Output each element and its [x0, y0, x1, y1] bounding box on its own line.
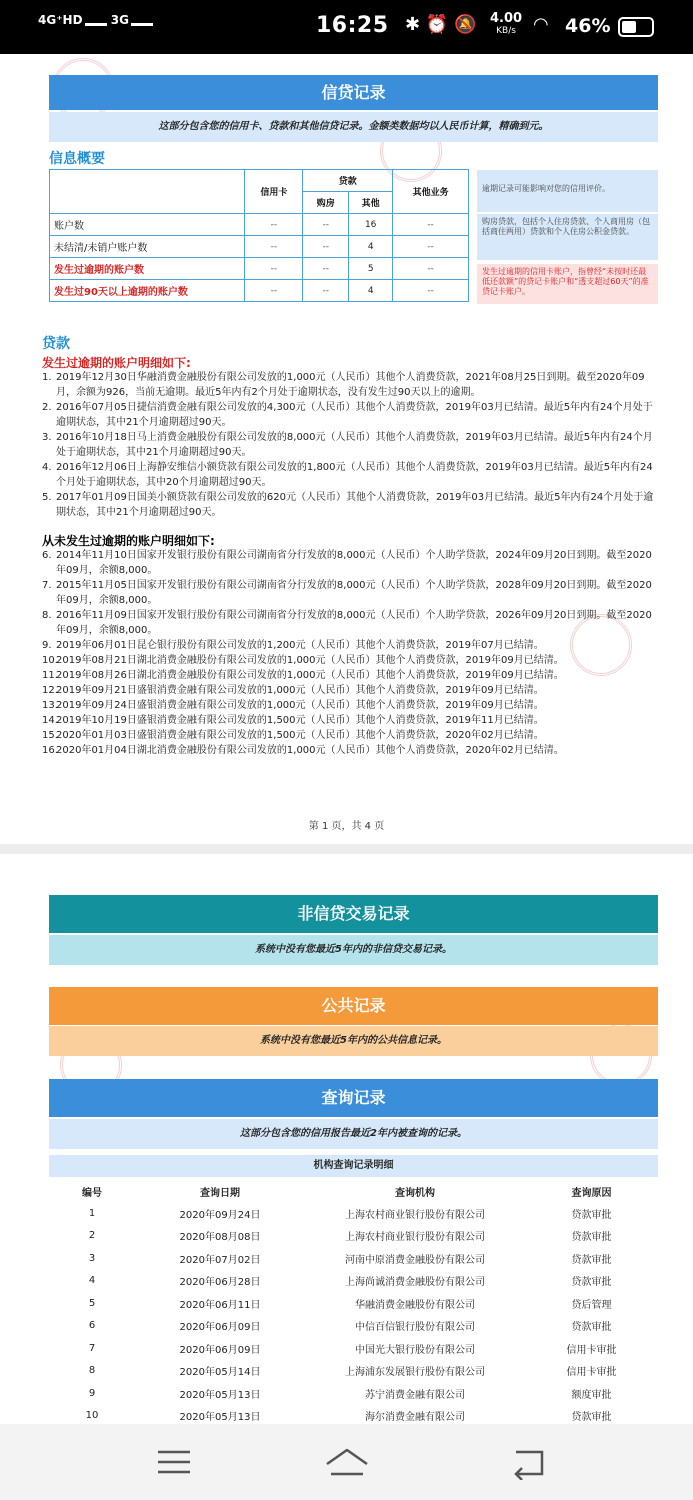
list-item-text: 2020年01月03日盛银消费金融有限公司发放的1,500元（人民币）其他个人消费贷款，2020年02月已结清。 — [56, 730, 544, 741]
summary-row-label: 未结清/未销户账户数 — [50, 236, 245, 258]
query-cell: 2020年05月13日 — [179, 1412, 261, 1424]
back-icon — [508, 1444, 548, 1480]
query-cell: 贷款审批 — [571, 1232, 612, 1244]
list-item-text: 2017年01月09日国美小额贷款有限公司发放的620元（人民币）其他个人消费贷款，2019年03月已结清。最近5年内有24个月处于逾期状态，其中21个月逾期超过90天。 — [56, 492, 654, 518]
list-item-text: 2014年11月10日国家开发银行股份有限公司湖南省分行发放的8,000元（人民币）个人助学贷款，2024年09月20日到期。截至2020年09月，余额8,000。 — [56, 550, 652, 576]
query-cell: 10 — [85, 1410, 99, 1422]
table-row — [49, 1247, 658, 1270]
list-item — [42, 743, 654, 758]
list-item — [42, 430, 654, 460]
summary-header-card: 信用卡 — [245, 170, 303, 214]
query-section-header — [49, 1079, 658, 1117]
bluetooth-icon: ✱ — [405, 14, 421, 35]
summary-cell: -- — [245, 280, 303, 302]
network-label-2: 3G — [110, 13, 129, 27]
overdue-loan-list — [42, 370, 654, 520]
query-cell: 7 — [88, 1342, 96, 1354]
query-cell: 中国光大银行股份有限公司 — [355, 1344, 475, 1356]
battery-level: 46% — [565, 15, 611, 37]
list-item-number: 2. — [42, 402, 52, 413]
summary-row — [50, 258, 469, 280]
query-cell: 上海农村商业银行股份有限公司 — [345, 1232, 485, 1244]
summary-row — [50, 236, 469, 258]
summary-cell: 5 — [349, 258, 393, 280]
summary-header-other: 其他 — [349, 192, 393, 214]
summary-note-overdue: 逾期记录可能影响对您的信用评价。 — [477, 170, 658, 212]
list-item — [42, 638, 654, 653]
list-item-text: 2020年01月04日湖北消费金融股份有限公司发放的1,000元（人民币）其他个人消费贷款，2020年02月已结清。 — [56, 745, 564, 756]
net-speed-value: 4.00 — [490, 11, 523, 26]
summary-row — [50, 214, 469, 236]
non-credit-section-header — [49, 895, 658, 933]
non-credit-section-title: 非信贷交易记录 — [297, 904, 410, 923]
summary-row — [50, 280, 469, 302]
query-cell: 5 — [88, 1297, 96, 1309]
page-separator — [0, 844, 693, 854]
query-cell: 2 — [88, 1230, 96, 1242]
summary-row-label: 发生过90天以上逾期的账户数 — [50, 280, 245, 302]
query-cell: 2020年05月13日 — [179, 1389, 261, 1401]
summary-cell: 16 — [349, 214, 393, 236]
status-bar — [0, 0, 693, 54]
home-icon — [323, 1444, 371, 1480]
query-section-note — [49, 1119, 658, 1149]
summary-table — [49, 169, 469, 302]
net-speed — [490, 12, 522, 38]
wifi-icon: ◠ — [533, 14, 549, 35]
list-item — [42, 683, 654, 698]
credit-section-note — [49, 112, 658, 142]
query-table-subtitle: 机构查询记录明细 — [49, 1155, 658, 1177]
query-cell: 2020年06月28日 — [179, 1277, 261, 1289]
query-section-note-text: 这部分包含您的信用报告最近2年内被查询的记录。 — [240, 1128, 467, 1139]
query-cell: 贷款审批 — [571, 1209, 612, 1221]
list-item-text: 2016年07月05日捷信消费金融有限公司发放的4,300元（人民币）其他个人消费贷款，2019年03月已结清。最近5年内有24个月处于逾期状态，其中21个月逾期超过90天。 — [56, 402, 653, 428]
list-item-number: 16. — [42, 745, 58, 756]
list-item — [42, 653, 654, 668]
credit-section-header — [49, 75, 658, 110]
query-cell: 中信百信银行股份有限公司 — [355, 1322, 475, 1334]
query-cell: 2020年08月08日 — [179, 1232, 261, 1244]
public-section-note — [49, 1026, 658, 1056]
no-overdue-heading: 从未发生过逾期的账户明细如下: — [42, 534, 215, 548]
summary-cell: -- — [245, 214, 303, 236]
summary-cell: -- — [393, 258, 469, 280]
summary-header-other-business: 其他业务 — [393, 170, 469, 214]
summary-cell: -- — [393, 280, 469, 302]
query-cell: 上海农村商业银行股份有限公司 — [345, 1209, 485, 1221]
recent-apps-button[interactable] — [154, 1444, 194, 1480]
summary-header-housing: 购房 — [303, 192, 349, 214]
table-row — [49, 1337, 658, 1360]
public-section-note-text: 系统中没有您最近5年内的公共信息记录。 — [260, 1035, 447, 1046]
query-cell: 上海尚诚消费金融股份有限公司 — [345, 1277, 485, 1289]
query-section-title: 查询记录 — [321, 1088, 386, 1107]
public-section-title: 公共记录 — [321, 996, 386, 1015]
system-nav-bar — [0, 1424, 693, 1500]
list-item-number: 9. — [42, 640, 52, 651]
query-cell: 8 — [88, 1365, 96, 1377]
net-speed-unit: KB/s — [496, 26, 516, 36]
query-cell: 贷款审批 — [571, 1322, 612, 1334]
table-row — [49, 1360, 658, 1383]
summary-cell: -- — [245, 258, 303, 280]
list-item — [42, 490, 654, 520]
query-cell: 信用卡审批 — [566, 1344, 617, 1356]
table-row — [49, 1202, 658, 1225]
query-cell: 苏宁消费金融有限公司 — [365, 1389, 465, 1401]
list-item — [42, 578, 654, 608]
overdue-heading: 发生过逾期的账户明细如下: — [42, 356, 191, 370]
status-icons — [405, 14, 476, 35]
summary-row-label: 发生过逾期的账户数 — [50, 258, 245, 280]
list-item-number: 11. — [42, 670, 58, 681]
summary-cell: -- — [393, 236, 469, 258]
query-cell: 2020年05月14日 — [179, 1367, 261, 1379]
query-cell: 额度审批 — [571, 1389, 612, 1401]
list-item-number: 7. — [42, 580, 52, 591]
list-item — [42, 608, 654, 638]
summary-row-label: 账户数 — [50, 214, 245, 236]
query-cell: 6 — [88, 1320, 96, 1332]
query-cell: 2020年06月09日 — [179, 1344, 261, 1356]
list-item-number: 6. — [42, 550, 52, 561]
summary-cell: -- — [303, 280, 349, 302]
summary-header-row — [50, 170, 469, 192]
query-cell: 9 — [88, 1387, 96, 1399]
list-item-text: 2019年08月21日湖北消费金融股份有限公司发放的1,000元（人民币）其他个人消费贷款，2019年09月已结清。 — [56, 655, 564, 666]
clock: 16:25 — [316, 13, 389, 38]
list-item-text: 2019年09月21日盛银消费金融有限公司发放的1,000元（人民币）其他个人消费贷款，2019年09月已结清。 — [56, 685, 544, 696]
summary-note-card: 发生过逾期的信用卡账户，指曾经“未按时还最低还款额”的贷记卡账户和“透支超过60天”的准贷记卡账户。 — [477, 264, 658, 304]
list-item — [42, 668, 654, 683]
no-overdue-loan-list — [42, 548, 654, 758]
query-cell: 贷款审批 — [571, 1412, 612, 1424]
network-label: 4G⁺HD — [38, 13, 83, 27]
summary-cell: -- — [393, 214, 469, 236]
query-col-reason: 查询原因 — [571, 1187, 612, 1199]
query-cell: 河南中原消费金融股份有限公司 — [345, 1254, 485, 1266]
public-section-header — [49, 987, 658, 1025]
query-cell: 3 — [88, 1252, 96, 1264]
list-item-number: 15. — [42, 730, 58, 741]
list-item-text: 2016年11月09日国家开发银行股份有限公司湖南省分行发放的8,000元（人民币）个人助学贷款，2026年09月20日到期。截至2020年09月，余额8,000。 — [56, 610, 652, 636]
summary-cell: 4 — [349, 236, 393, 258]
summary-cell: -- — [245, 236, 303, 258]
query-cell: 2020年07月02日 — [179, 1254, 261, 1266]
query-cell: 1 — [88, 1207, 96, 1219]
table-row — [49, 1315, 658, 1338]
list-item-number: 12. — [42, 685, 58, 696]
query-cell: 海尔消费金融有限公司 — [365, 1412, 465, 1424]
list-item-number: 14. — [42, 715, 58, 726]
list-item-text: 2019年06月01日昆仑银行股份有限公司发放的1,200元（人民币）其他个人消费贷款，2019年07月已结清。 — [56, 640, 544, 651]
signal-icon-2 — [131, 16, 153, 26]
query-cell: 贷款审批 — [571, 1277, 612, 1289]
loans-title: 贷款 — [42, 336, 70, 352]
menu-icon — [154, 1444, 194, 1480]
list-item-text: 2019年12月30日华融消费金融股份有限公司发放的1,000元（人民币）其他个人消费贷款，2021年08月25日到期。截至2020年09月，余额为926，当前无逾期。最近5年内有2个月处于逾期状态，没有发生过90天以上的逾期。 — [56, 372, 645, 398]
list-item-number: 5. — [42, 492, 52, 503]
list-item-number: 13. — [42, 700, 58, 711]
list-item-text: 2019年09月24日盛银消费金融有限公司发放的1,000元（人民币）其他个人消费贷款，2019年09月已结清。 — [56, 700, 544, 711]
query-cell: 贷款审批 — [571, 1254, 612, 1266]
network-indicator — [38, 14, 153, 26]
list-item-text: 2015年11月05日国家开发银行股份有限公司湖南省分行发放的8,000元（人民币）个人助学贷款，2028年09月20日到期。截至2020年09月，余额8,000。 — [56, 580, 652, 606]
query-col-number: 编号 — [82, 1187, 102, 1199]
list-item-text: 2016年12月06日上海静安维信小额贷款有限公司发放的1,800元（人民币）其他个人消费贷款，2019年03月已结清。最近5年内有24个月处于逾期状态，其中20个月逾期超过90天。 — [56, 462, 653, 488]
list-item-text: 2016年10月18日马上消费金融股份有限公司发放的8,000元（人民币）其他个人消费贷款，2019年03月已结清。最近5年内有24个月处于逾期状态，其中21个月逾期超过90天。 — [56, 432, 653, 458]
query-cell: 贷后管理 — [571, 1299, 612, 1311]
non-credit-section-note — [49, 935, 658, 965]
list-item-number: 8. — [42, 610, 52, 621]
summary-title: 信息概要 — [49, 151, 105, 167]
query-cell: 华融消费金融股份有限公司 — [355, 1299, 475, 1311]
non-credit-section-note-text: 系统中没有您最近5年内的非信贷交易记录。 — [255, 944, 452, 955]
table-row — [49, 1382, 658, 1405]
summary-cell: -- — [303, 258, 349, 280]
list-item — [42, 370, 654, 400]
list-item — [42, 548, 654, 578]
query-header-row — [49, 1180, 658, 1202]
signal-icon — [85, 16, 107, 26]
query-cell: 上海浦东发展银行股份有限公司 — [345, 1367, 485, 1379]
list-item-number: 3. — [42, 432, 52, 443]
list-item-text: 2019年10月19日盛银消费金融有限公司发放的1,500元（人民币）其他个人消费贷款，2019年11月已结清。 — [56, 715, 544, 726]
list-item — [42, 400, 654, 430]
list-item — [42, 460, 654, 490]
table-row — [49, 1270, 658, 1293]
credit-section-note-text: 这部分包含您的信用卡、贷款和其他信贷记录。金额类数据均以人民币计算，精确到元。 — [158, 121, 549, 132]
list-item-number: 4. — [42, 462, 52, 473]
query-cell: 2020年06月11日 — [179, 1299, 261, 1311]
summary-note-housing: 购房贷款，包括个人住房贷款、个人商用房（包括商住两用）贷款和个人住房公积金贷款。 — [477, 214, 658, 260]
credit-section-title: 信贷记录 — [321, 83, 386, 102]
summary-header-loan: 贷款 — [303, 170, 393, 192]
page-number: 第 1 页，共 4 页 — [308, 821, 385, 832]
list-item — [42, 713, 654, 728]
query-cell: 2020年09月24日 — [179, 1209, 261, 1221]
back-button[interactable] — [508, 1444, 548, 1480]
query-cell: 4 — [88, 1275, 96, 1287]
query-col-institution: 查询机构 — [395, 1187, 435, 1199]
table-row — [49, 1225, 658, 1248]
query-cell: 2020年06月09日 — [179, 1322, 261, 1334]
list-item-number: 10. — [42, 655, 58, 666]
list-item — [42, 728, 654, 743]
summary-cell: 4 — [349, 280, 393, 302]
query-col-date: 查询日期 — [200, 1187, 240, 1199]
alarm-icon: ⏰ — [425, 14, 449, 35]
summary-corner-cell — [50, 170, 245, 214]
table-row — [49, 1292, 658, 1315]
list-item-text: 2019年08月26日湖北消费金融股份有限公司发放的1,000元（人民币）其他个人消费贷款，2019年09月已结清。 — [56, 670, 564, 681]
home-button[interactable] — [323, 1444, 371, 1480]
list-item — [42, 698, 654, 713]
mute-icon: 🔕 — [453, 14, 477, 35]
list-item-number: 1. — [42, 372, 52, 383]
query-table — [49, 1180, 658, 1427]
summary-cell: -- — [303, 236, 349, 258]
summary-cell: -- — [303, 214, 349, 236]
battery-icon — [618, 17, 654, 37]
query-cell: 信用卡审批 — [566, 1367, 617, 1379]
